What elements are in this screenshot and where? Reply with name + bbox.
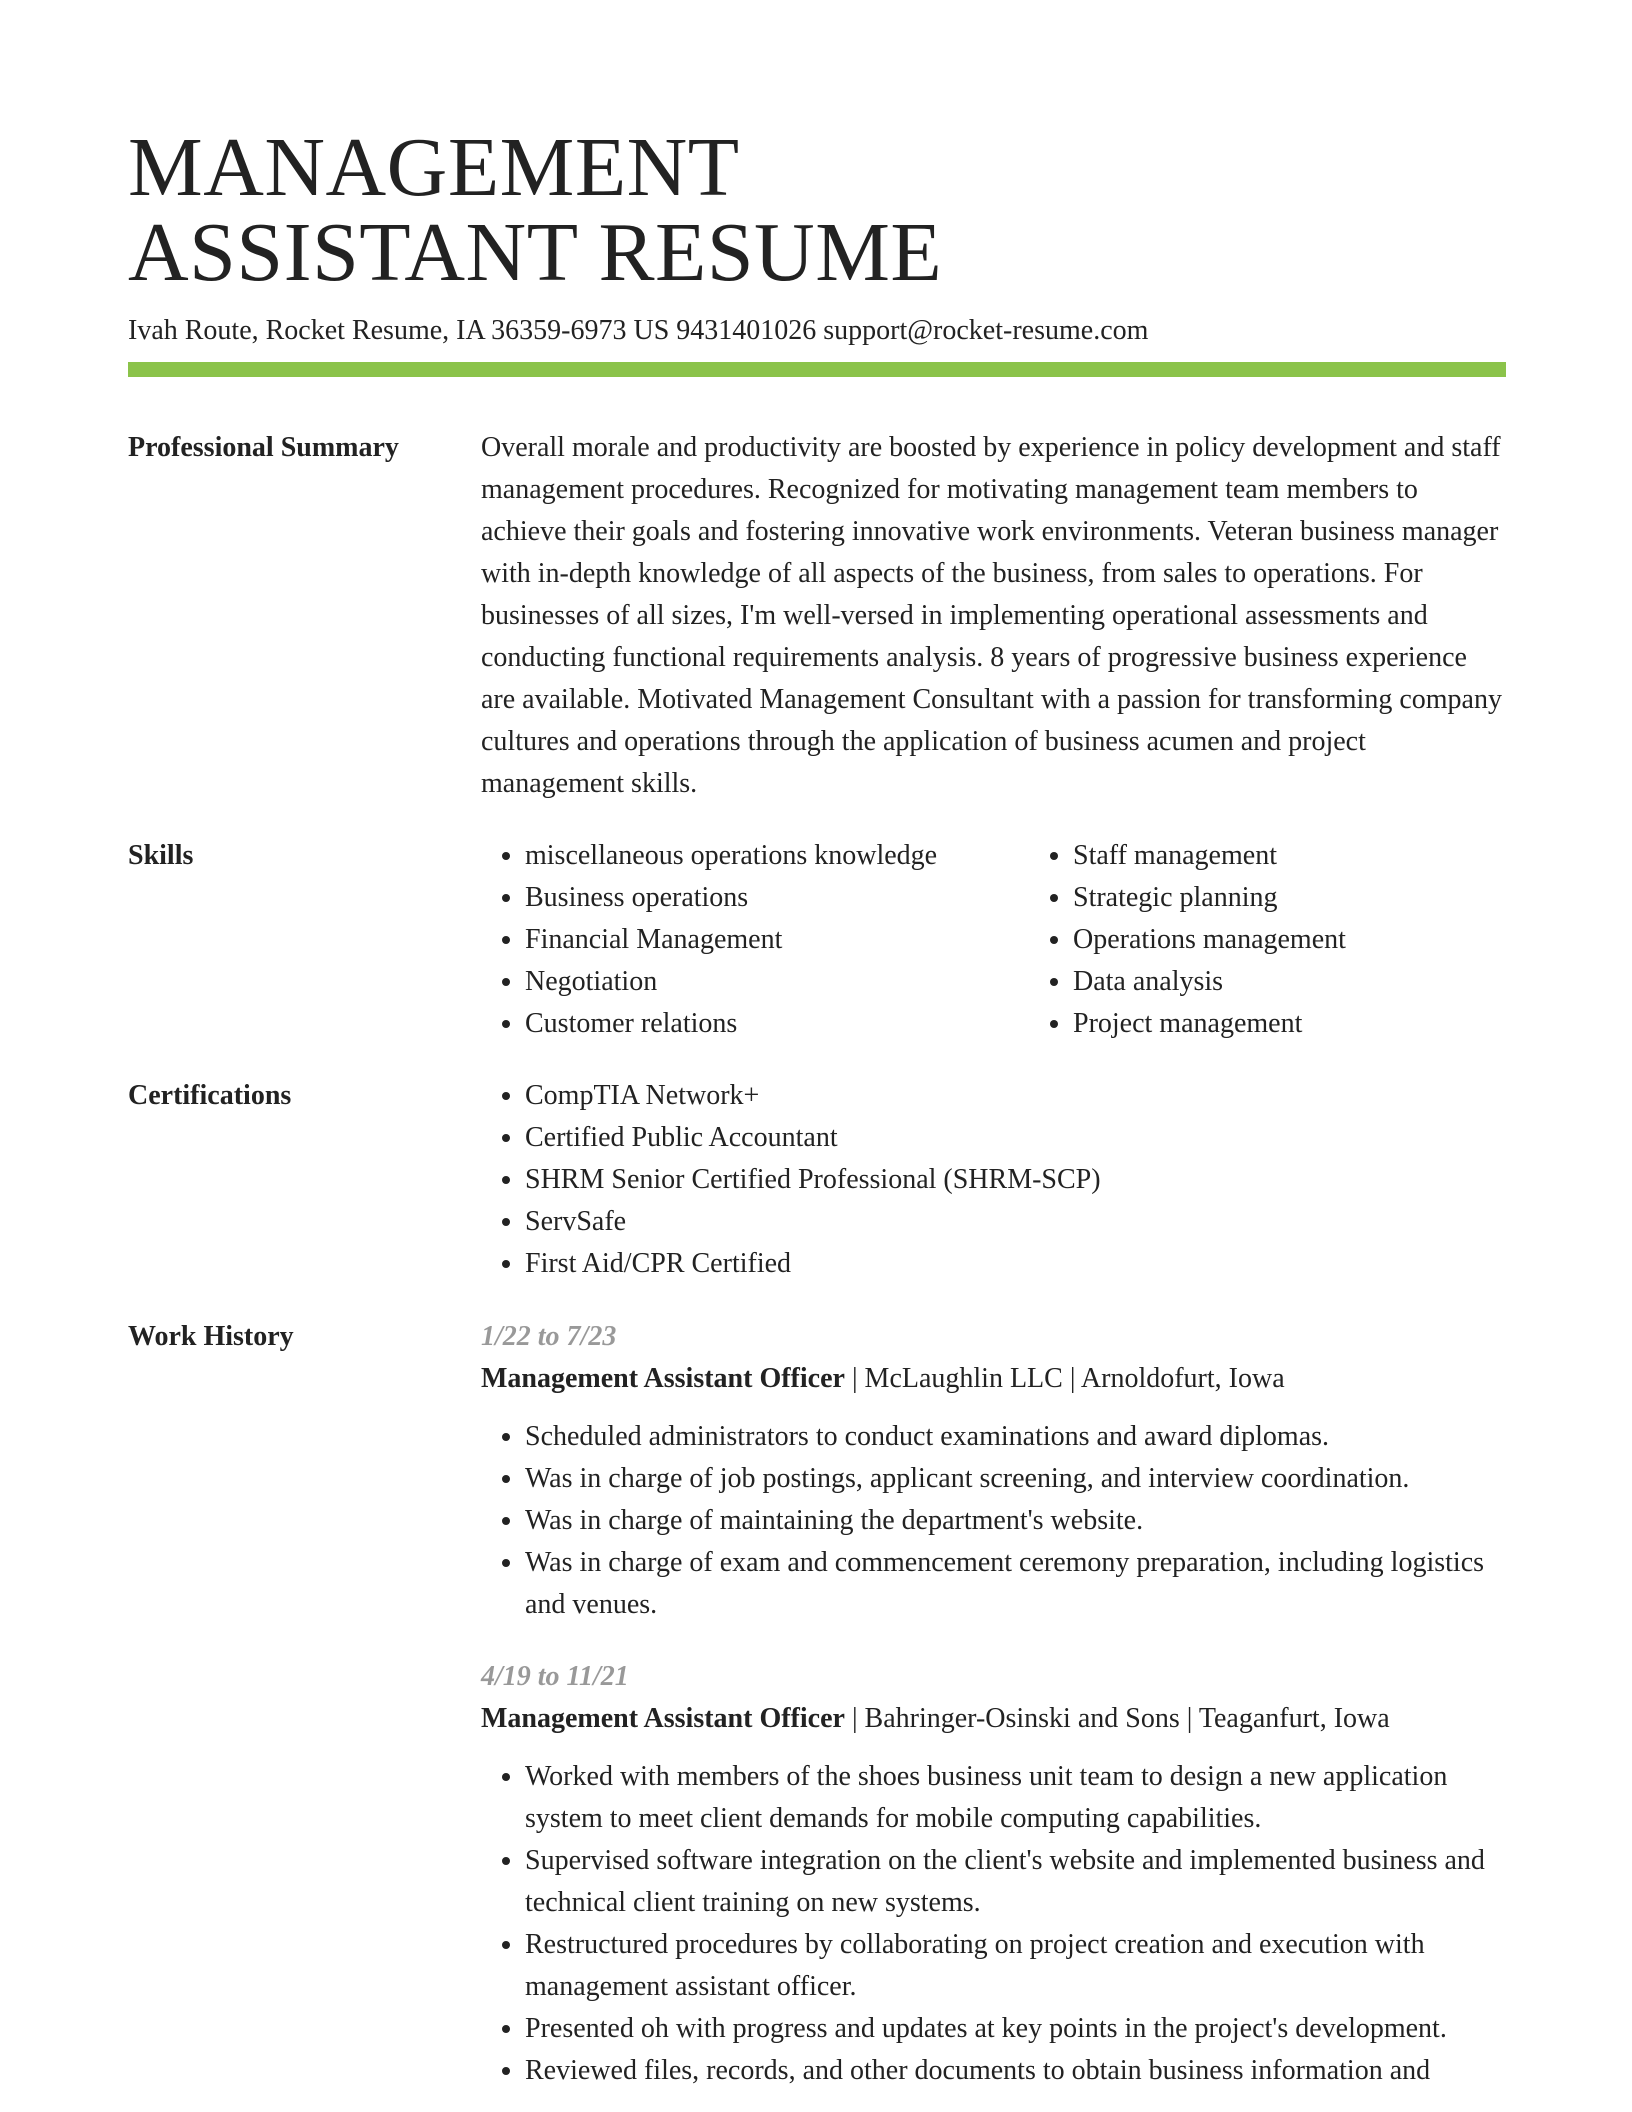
summary-text: Overall morale and productivity are boosted by experience in policy development and staff management procedures. Recognized for motivating management team members to achieve their goals and fostering innovative work environments. Veteran business manager with in-depth knowledge of all aspects of the business, from sales to operations. For businesses of all sizes, I'm well-versed in implementing operational assessments and conducting functional requirements analysis. 8 years of progressive business experience are available. Motivated Management Consultant with a passion for transforming company cultures and operations through the application of business acumen and project management skills. <box>481 432 1502 799</box>
section-label: Skills <box>128 840 194 871</box>
certifications-list <box>481 1075 1506 1285</box>
job-bullets <box>481 1756 1506 2092</box>
skills-list-right <box>1029 835 1577 1045</box>
skills-list-left <box>481 835 1029 1045</box>
skill-item: • Data analysis <box>1073 961 1577 1003</box>
accent-divider <box>128 362 1506 377</box>
section-label: Certifications <box>128 1080 292 1111</box>
job-heading <box>481 1698 1506 1740</box>
section-body <box>481 1316 1506 2092</box>
title-line-2: ASSISTANT RESUME <box>128 206 943 299</box>
section-skills <box>128 835 1506 1045</box>
job-bullet: • Presented oh with progress and updates at key points in the project's development. <box>525 2008 1506 2050</box>
job-bullet: • Scheduled administrators to conduct examinations and award diplomas. <box>525 1416 1506 1458</box>
job-bullets <box>481 1416 1506 1626</box>
job-bullet: • Was in charge of job postings, applicant screening, and interview coordination. <box>525 1458 1506 1500</box>
job-dates: 1/22 to 7/23 <box>481 1321 617 1352</box>
resume-title <box>128 121 1506 299</box>
skills-columns <box>481 835 1577 1045</box>
skill-item: • Staff management <box>1073 835 1577 877</box>
certification-item: • Certified Public Accountant <box>525 1117 1506 1159</box>
skill-item: • miscellaneous operations knowledge <box>525 835 1029 877</box>
contact-info: Ivah Route, Rocket Resume, IA 36359-6973 US 9431401026 support@rocket-resume.com <box>128 315 1149 346</box>
section-body <box>481 427 1506 805</box>
section-certifications <box>128 1075 1506 1285</box>
job-details: | Bahringer-Osinski and Sons | Teaganfurt, Iowa <box>844 1703 1390 1734</box>
certification-item: • First Aid/CPR Certified <box>525 1243 1506 1285</box>
job-bullet: • Reviewed files, records, and other documents to obtain business information and <box>525 2050 1506 2092</box>
certification-item: • ServSafe <box>525 1201 1506 1243</box>
skill-item: • Financial Management <box>525 919 1029 961</box>
certification-item: • CompTIA Network+ <box>525 1075 1506 1117</box>
section-professional-summary <box>128 427 1506 805</box>
job-heading <box>481 1358 1506 1400</box>
job-bullet: • Supervised software integration on the client's website and implemented business and technical client training on new systems. <box>525 1840 1506 1924</box>
job-title: Management Assistant Officer <box>481 1703 845 1734</box>
job-dates: 4/19 to 11/21 <box>481 1661 629 1692</box>
section-body <box>481 1075 1506 1285</box>
section-label: Professional Summary <box>128 432 399 463</box>
skill-item: • Business operations <box>525 877 1029 919</box>
skill-item: • Customer relations <box>525 1003 1029 1045</box>
skill-item: • Negotiation <box>525 961 1029 1003</box>
job-bullet: • Was in charge of maintaining the department's website. <box>525 1500 1506 1542</box>
job-details: | McLaughlin LLC | Arnoldofurt, Iowa <box>844 1363 1285 1394</box>
job-entry <box>481 1316 1506 1626</box>
job-title: Management Assistant Officer <box>481 1363 845 1394</box>
job-bullet: • Worked with members of the shoes business unit team to design a new application system to meet client demands for mobile computing capabilities. <box>525 1756 1506 1840</box>
skill-item: • Strategic planning <box>1073 877 1577 919</box>
section-label: Work History <box>128 1321 294 1352</box>
certification-item: • SHRM Senior Certified Professional (SHRM-SCP) <box>525 1159 1506 1201</box>
section-work-history <box>128 1316 1506 2092</box>
skill-item: • Project management <box>1073 1003 1577 1045</box>
job-bullet: • Was in charge of exam and commencement ceremony preparation, including logistics and venues. <box>525 1542 1506 1626</box>
title-line-1: MANAGEMENT <box>128 121 740 214</box>
skill-item: • Operations management <box>1073 919 1577 961</box>
resume-page <box>128 121 1506 2092</box>
job-bullet: • Restructured procedures by collaborating on project creation and execution with management assistant officer. <box>525 1924 1506 2008</box>
job-entry <box>481 1656 1506 2092</box>
